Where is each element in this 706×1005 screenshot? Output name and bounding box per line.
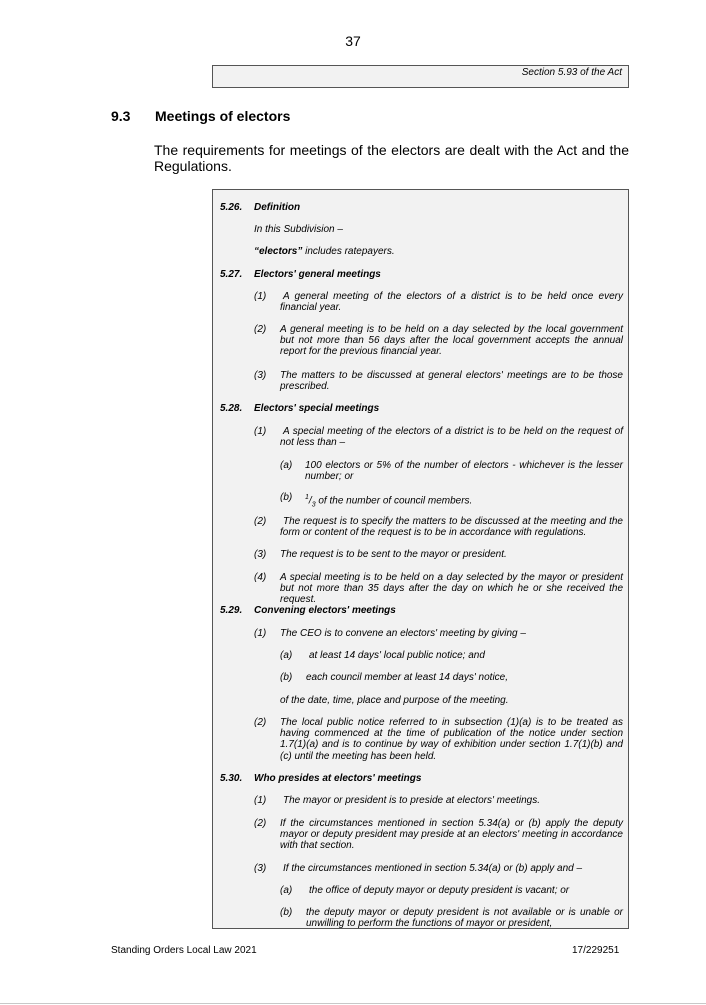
clause-text: A special meeting is to be held on a day selected by the mayor or president but not more than 35 days after the day on which he or she received the request. (280, 572, 623, 606)
subclause-text: 100 electors or 5% of the number of electors - whichever is the lesser number; or (305, 460, 623, 483)
fraction-numerator: 1 (305, 494, 309, 501)
clause-number: (4) (254, 572, 267, 583)
section-number: 5.30. (220, 773, 243, 784)
clause-text: In this Subdivision – (254, 224, 343, 235)
subclause-text: each council member at least 14 days' notice, (306, 672, 509, 683)
subclause-text: $^1/_3$ of the number of council members. (305, 494, 473, 509)
clause-text: The CEO is to convene an electors' meeting by giving – (280, 628, 526, 639)
clause-text: The local public notice referred to in subsection (1)(a) is to be treated as having commenced at the time of publication of the notice under section 1.7(1)(a) and is to continue by way of exhibition under section 1.7(1)(b) and (c) until the meeting has been held. (280, 717, 623, 762)
footer-document-title: Standing Orders Local Law 2021 (111, 945, 257, 956)
intro-paragraph: The requirements for meetings of the electors are dealt with the Act and the Regulations. (154, 142, 629, 174)
section-title: Convening electors' meetings (254, 605, 396, 616)
section-number: 5.28. (220, 403, 243, 414)
page-number: 37 (345, 33, 361, 49)
section-heading-number: 9.3 (111, 108, 131, 124)
subclause-letter: (a) (280, 885, 293, 896)
clause-number: (2) (254, 717, 267, 728)
clause-number: (2) (254, 516, 267, 527)
clause-text: A general meeting is to be held on a day selected by the local government but not more than 56 days after the local government accepts the annual report for the previous financial year. (280, 324, 623, 358)
clause-text: A special meeting of the electors of a district is to be held on the request of not less than – (280, 426, 623, 449)
subclause-letter: (a) (280, 650, 293, 661)
subclause-letter: (b) (280, 907, 293, 918)
clause-number: (3) (254, 549, 267, 560)
section-number: 5.26. (220, 202, 243, 213)
clause-text: The mayor or president is to preside at electors' meetings. (283, 795, 541, 806)
clause-number: (2) (254, 818, 267, 829)
top-reference-text: Section 5.93 of the Act (521, 67, 622, 78)
clause-text: The matters to be discussed at general electors' meetings are to be those prescribed. (280, 370, 623, 393)
section-heading-title: Meetings of electors (155, 108, 291, 124)
subclause-text: at least 14 days' local public notice; and (309, 650, 485, 661)
clause-number: (1) (254, 795, 267, 806)
act-extract-box (212, 189, 629, 929)
section-number: 5.29. (220, 605, 243, 616)
clause-text: of the date, time, place and purpose of the meeting. (280, 695, 509, 706)
fraction-denominator: 3 (311, 501, 316, 509)
subclause-text: the deputy mayor or deputy president is not available or is unable or unwilling to perform the functions of mayor or president, (306, 907, 623, 930)
defined-term: “electors” (254, 246, 303, 257)
clause-number: (3) (254, 370, 267, 381)
subclause-letter: (a) (280, 460, 293, 471)
clause-number: (2) (254, 324, 267, 335)
footer-reference-number: 17/229251 (572, 945, 620, 956)
clause-text: If the circumstances mentioned in section 5.34(a) or (b) apply and – (283, 863, 583, 874)
clause-text: The request is to be sent to the mayor or president. (280, 549, 507, 560)
clause-number: (3) (254, 863, 267, 874)
page-bottom-divider (0, 1003, 706, 1004)
clause-text: The request is to specify the matters to be discussed at the meeting and the form or content of the request is to be in accordance with regulations. (280, 516, 623, 539)
definition-text (254, 246, 395, 257)
section-title: Definition (254, 202, 301, 213)
section-title: Electors' special meetings (254, 403, 380, 414)
definition-rest: includes ratepayers. (302, 246, 395, 257)
section-title: Electors' general meetings (254, 269, 381, 280)
subclause-rest: of the number of council members. (315, 495, 473, 507)
section-title: Who presides at electors' meetings (254, 773, 422, 784)
clause-number: (1) (254, 628, 267, 639)
clause-text: A general meeting of the electors of a district is to be held once every financial year. (280, 291, 623, 314)
subclause-letter: (b) (280, 492, 293, 503)
section-number: 5.27. (220, 269, 243, 280)
clause-text: If the circumstances mentioned in section 5.34(a) or (b) apply the deputy mayor or deputy president may preside at an electors' meeting in accordance with that section. (280, 818, 623, 852)
clause-number: (1) (254, 291, 267, 302)
clause-number: (1) (254, 426, 267, 437)
top-reference-box (212, 65, 629, 88)
subclause-text: the office of deputy mayor or deputy president is vacant; or (309, 885, 570, 896)
subclause-letter: (b) (280, 672, 293, 683)
